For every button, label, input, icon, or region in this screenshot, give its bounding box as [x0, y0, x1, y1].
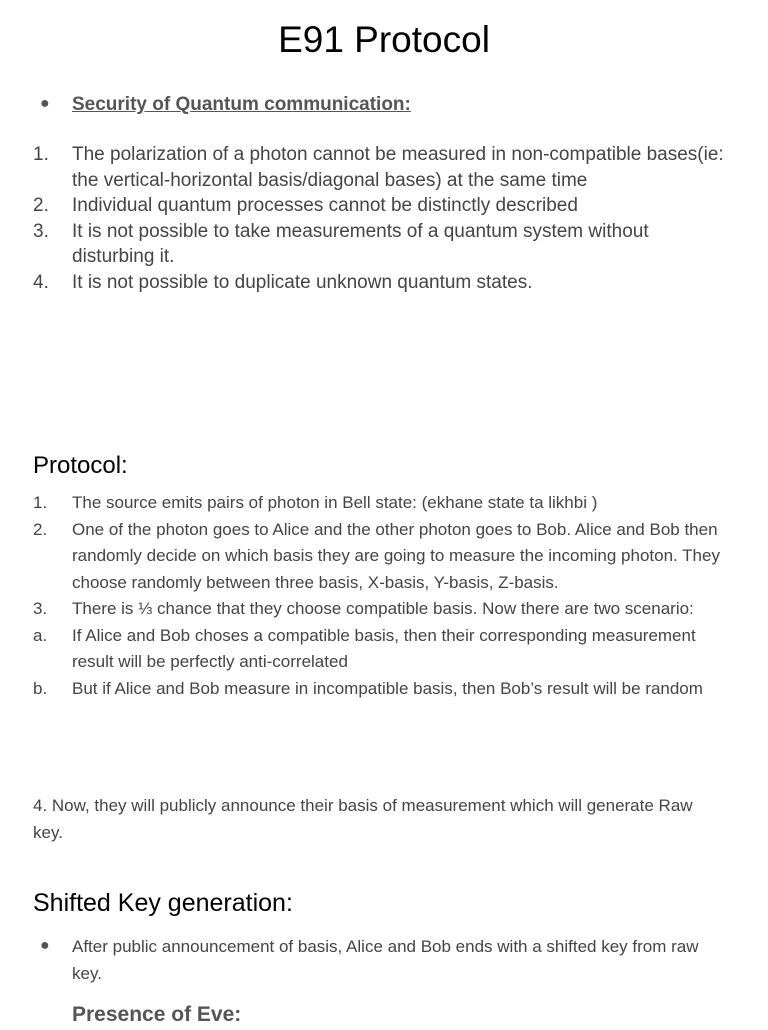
list-text: There is ⅓ chance that they choose compatible basis. Now there are two scenario:: [72, 599, 694, 618]
announcement-paragraph: 4. Now, they will publicly announce their basis of measurement which will generate Raw key.: [33, 796, 693, 842]
list-item: [0, 193, 768, 219]
list-number: 1.: [33, 493, 48, 512]
list-text: The source emits pairs of photon in Bell state: (ekhane state ta likhbi ): [72, 493, 598, 512]
list-text: It is not possible to take measurements of a quantum system without disturbing it.: [72, 220, 649, 267]
eve-heading: Presence of Eve:: [72, 1003, 242, 1026]
list-item: [0, 596, 768, 623]
list-number: 1.: [33, 144, 49, 165]
shifted-key-text: After public announcement of basis, Alice and Bob ends with a shifted key from raw key.: [72, 937, 699, 983]
list-text: Individual quantum processes cannot be distinctly described: [72, 195, 578, 216]
list-text: If Alice and Bob choses a compatible basis, then their corresponding measurement result will be perfectly anti-correlated: [72, 625, 696, 671]
list-item: [0, 270, 768, 296]
list-item: [0, 623, 768, 676]
list-number: 4.: [33, 271, 49, 293]
list-item: [0, 517, 768, 597]
list-item: [0, 490, 768, 517]
list-number: 2.: [33, 519, 48, 539]
list-text: It is not possible to duplicate unknown quantum states.: [72, 271, 533, 293]
list-item: [0, 142, 768, 193]
list-text: The polarization of a photon cannot be measured in non-compatible bases(ie: the vertical-horizontal basis/diagonal bases) at the same time: [72, 144, 724, 191]
list-item: [0, 219, 768, 270]
shifted-key-heading: Shifted Key generation:: [33, 889, 293, 917]
list-number: a.: [33, 625, 48, 645]
security-list: [0, 142, 768, 295]
list-number: 3.: [33, 599, 48, 618]
list-number: 3.: [33, 220, 49, 242]
document-title: E91 Protocol: [278, 19, 490, 60]
bullet-dot: ●: [40, 95, 50, 112]
list-text: But if Alice and Bob measure in incompatible basis, then Bob’s result will be random: [72, 678, 703, 698]
protocol-heading: Protocol:: [33, 452, 128, 479]
security-heading: Security of Quantum communication:: [72, 94, 411, 115]
list-item: [0, 676, 768, 703]
protocol-list: [0, 490, 768, 702]
list-text: One of the photon goes to Alice and the other photon goes to Bob. Alice and Bob then randomly decide on which basis they are going to measure the incoming photon. They choose randomly between three basis, X-basis, Y-basis, Z-basis.: [72, 519, 720, 592]
list-number: 2.: [33, 195, 49, 216]
bullet-dot: ●: [40, 937, 50, 954]
list-number: b.: [33, 678, 48, 698]
